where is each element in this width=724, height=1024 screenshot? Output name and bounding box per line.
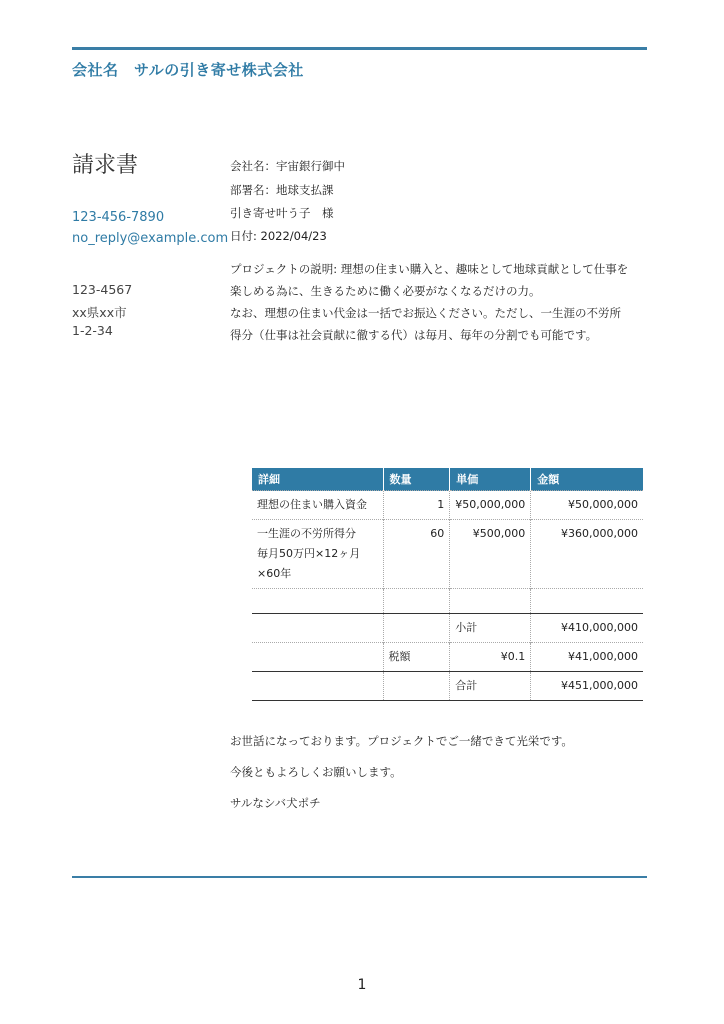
cell-detail: 一生涯の不労所得分 毎月50万円×12ヶ月 ×60年	[252, 520, 383, 589]
cell-amount: ¥360,000,000	[531, 520, 643, 589]
page-number: 1	[357, 977, 367, 993]
tax-row	[252, 643, 643, 672]
billto-company: 会社名：宇宙銀行御中	[230, 159, 345, 173]
empty-cell	[531, 589, 643, 614]
total-row	[252, 672, 643, 701]
description-line: 楽しめる為に、生きるために働く必要がなくなるだけの力。	[230, 284, 541, 298]
company-header: 会社名 サルの引き寄せ株式会社	[72, 61, 304, 79]
sender-street: 1-2-34	[72, 323, 113, 338]
billto-department: 部署名：地球支払課	[230, 183, 334, 197]
empty-cell	[383, 672, 450, 701]
empty-cell	[383, 614, 450, 643]
total-label: 合計	[450, 672, 531, 701]
empty-cell	[252, 614, 383, 643]
header-unit-price: 単価	[450, 468, 531, 491]
cell-unit-price: ¥500,000	[450, 520, 531, 589]
total-value: ¥451,000,000	[531, 672, 643, 701]
sender-postal-code: 123-4567	[72, 282, 133, 297]
table-header-row	[252, 468, 643, 491]
project-description	[230, 258, 650, 346]
header-qty: 数量	[383, 468, 450, 491]
table-row	[252, 520, 643, 589]
header-detail: 詳細	[252, 468, 383, 491]
cell-qty: 1	[383, 491, 450, 520]
empty-cell	[252, 643, 383, 672]
cell-unit-price: ¥50,000,000	[450, 491, 531, 520]
invoice-table	[252, 468, 643, 701]
tax-value: ¥41,000,000	[531, 643, 643, 672]
tax-rate: ¥0.1	[450, 643, 531, 672]
tax-label: 税額	[383, 643, 450, 672]
invoice-date: 日付: 2022/04/23	[230, 229, 327, 243]
cell-qty: 60	[383, 520, 450, 589]
cell-detail: 理想の住まい購入資金	[252, 491, 383, 520]
document-title: 請求書	[72, 153, 139, 178]
description-line: プロジェクトの説明: 理想の住まい購入と、趣味として地球貢献として仕事を	[230, 262, 629, 276]
description-line: なお、理想の住まい代金は一括でお振込ください。ただし、一生涯の不労所	[230, 306, 621, 320]
table-row-empty	[252, 589, 643, 614]
empty-cell	[450, 589, 531, 614]
sender-city: xx県xx市	[72, 305, 127, 320]
description-line: 得分（仕事は社会貢献に徹する代）は毎月、毎年の分割でも可能です。	[230, 328, 598, 342]
subtotal-value: ¥410,000,000	[531, 614, 643, 643]
empty-cell	[252, 672, 383, 701]
sender-phone: 123-456-7890	[72, 210, 165, 225]
signature: サルなシバ犬ポチ	[230, 796, 321, 810]
header-rule	[72, 47, 647, 50]
empty-cell	[252, 589, 383, 614]
footer-rule	[72, 876, 647, 878]
subtotal-row	[252, 614, 643, 643]
billto-person: 引き寄せ叶う子 様	[230, 206, 334, 220]
subtotal-label: 小計	[450, 614, 531, 643]
table-row	[252, 491, 643, 520]
closing-regards: 今後ともよろしくお願いします。	[230, 765, 402, 779]
empty-cell	[383, 589, 450, 614]
sender-email: no_reply@example.com	[72, 231, 229, 246]
header-amount: 金額	[531, 468, 643, 491]
closing-greeting: お世話になっております。プロジェクトでご一緒できて光栄です。	[230, 734, 573, 748]
cell-amount: ¥50,000,000	[531, 491, 643, 520]
